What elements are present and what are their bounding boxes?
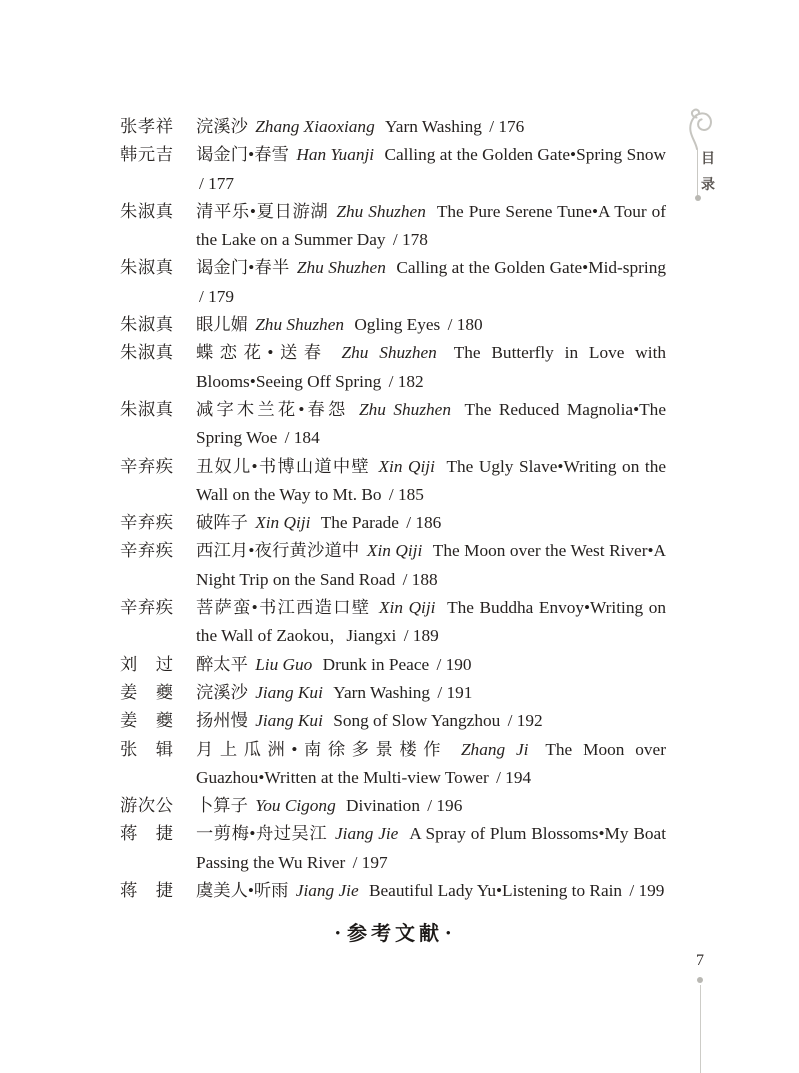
toc-entry-author: 张辑: [120, 739, 173, 759]
toc-entry-page-number: / 189: [403, 626, 439, 646]
toc-entry-title-zh: 蝶恋花•送春: [196, 343, 328, 363]
toc-entry-title-zh: 一剪梅•舟过吴江: [196, 824, 328, 844]
toc-entry-content: [196, 792, 666, 820]
toc-entry-title-zh: 菩萨蛮•书江西造口壁: [196, 598, 371, 618]
toc-entry: [120, 453, 666, 510]
sidebar-vertical-rule: [697, 149, 698, 196]
toc-entry-author-pinyin: Zhu Shuzhen: [341, 343, 437, 363]
toc-entry-page-number: / 180: [447, 315, 483, 335]
toc-entry-author: 辛弃疾: [120, 541, 173, 561]
toc-entry-content: [196, 679, 666, 707]
toc-entry: [120, 113, 666, 141]
toc-entry-title-zh: 浣溪沙: [196, 117, 248, 136]
toc-entry: [120, 396, 666, 453]
toc-entry-content: [196, 254, 666, 311]
toc-entry-author: 朱淑真: [120, 258, 173, 278]
toc-entry-title-zh: 醉太平: [196, 654, 248, 674]
toc-entry: [120, 339, 666, 396]
toc-entry-page-number: / 178: [392, 230, 428, 250]
toc-entry: [120, 736, 666, 793]
toc-entry-title-en: The Pure Serene Tune•A Tour of the Lake on a Summer Day: [196, 201, 666, 250]
toc-entry-title-zh: 虞美人•听雨: [196, 881, 289, 901]
toc-entry-author-pinyin: Zhang Xiaoxiang: [255, 117, 375, 136]
toc-entry: [120, 820, 666, 877]
toc-entry-title-zh: 浣溪沙: [196, 682, 248, 702]
toc-entry-page-number: / 194: [496, 767, 532, 787]
toc-entry-title-zh: 破阵子: [196, 513, 248, 533]
toc-entry-author-pinyin: Xin Qiji: [378, 598, 436, 618]
toc-entry: [120, 537, 666, 594]
toc-entry: [120, 254, 666, 311]
toc-entry-author: 朱淑真: [120, 315, 173, 335]
toc-entry-content: [196, 537, 666, 594]
toc-entry-author-pinyin: Zhu Shuzhen: [296, 258, 386, 278]
toc-entry-author: 朱淑真: [120, 399, 173, 419]
toc-entry-content: [196, 651, 666, 679]
toc-entry-content: [196, 453, 666, 510]
toc-entry-page-number: / 199: [629, 881, 665, 901]
toc-entry-page-number: / 184: [284, 428, 320, 448]
toc-entry-author: 姜夔: [120, 711, 173, 731]
toc-entry-author: 朱淑真: [120, 343, 173, 363]
toc-entry-author-pinyin: Jiang Jie: [295, 881, 359, 901]
toc-entry-author: 蒋捷: [120, 881, 173, 901]
toc-entry-content: [196, 820, 666, 877]
toc-entry-title-zh: 月上瓜洲•南徐多景楼作: [196, 739, 448, 759]
toc-entry-title-zh: 减字木兰花•春怨: [196, 399, 349, 419]
toc-entry-title-zh: 丑奴儿•书博山道中壁: [196, 456, 370, 476]
toc-entry-title-en: Yarn Washing: [385, 117, 482, 136]
toc-entry-author-pinyin: Jiang Kui: [255, 682, 323, 702]
sidebar-contents-char-2: 录: [701, 178, 715, 193]
toc-entry-page-number: / 196: [427, 796, 463, 816]
toc-entry-author-pinyin: Jiang Kui: [255, 711, 323, 731]
folio-vertical-rule: [700, 985, 701, 1073]
sidebar-contents-char-1: 目: [701, 152, 715, 167]
toc-entry-title-en: Drunk in Peace: [322, 654, 430, 674]
toc-entry: [120, 651, 666, 679]
heading-right-dot-icon: •: [446, 925, 451, 941]
toc-entry-page-number: / 177: [199, 173, 235, 193]
toc-entry-title-zh: 西江月•夜行黄沙道中: [196, 541, 360, 561]
toc-entry: [120, 311, 666, 339]
toc-entry-title-zh: 清平乐•夏日游湖: [196, 201, 329, 221]
toc-entry-content: [196, 707, 666, 735]
toc-entry-content: [196, 877, 666, 905]
sidebar-contents-label: [701, 152, 715, 193]
toc-entry-author-pinyin: You Cigong: [255, 796, 336, 816]
toc-entry: [120, 198, 666, 255]
toc-entry-page-number: / 190: [436, 654, 472, 674]
toc-entry-author-pinyin: Zhu Shuzhen: [336, 201, 426, 221]
toc-entry-author: 辛弃疾: [120, 513, 173, 533]
toc-entry-content: [196, 509, 666, 537]
toc-entry-content: [196, 113, 666, 141]
toc-entry-author-pinyin: Liu Guo: [255, 654, 313, 674]
folio-rule-dot: [697, 977, 703, 983]
toc-entry-page-number: / 188: [402, 569, 438, 589]
toc-entry-title-en: Song of Slow Yangzhou: [333, 711, 501, 731]
toc-entry: [120, 679, 666, 707]
toc-entry-content: [196, 594, 666, 651]
toc-entry-content: [196, 141, 666, 198]
toc-entry-title-en: Yarn Washing: [333, 682, 431, 702]
toc-entry-author-pinyin: Han Yuanji: [296, 145, 375, 165]
toc-entry-author-pinyin: Zhang Ji: [460, 739, 529, 759]
toc-entry-author: 韩元吉: [120, 145, 173, 165]
toc-entry-title-zh: 卜算子: [196, 796, 248, 816]
toc-entry-author-pinyin: Xin Qiji: [366, 541, 423, 561]
toc-entry-author-pinyin: Jiang Jie: [334, 824, 399, 844]
folio-page-number: 7: [696, 952, 704, 969]
toc-entry-title-zh: 谒金门•春雪: [196, 145, 289, 165]
toc-entry: [120, 594, 666, 651]
toc-entry-title-en: The Buddha Envoy•Writing on the Wall of Zaokou，Jiangxi: [196, 598, 666, 646]
toc-entry-author-pinyin: Xin Qiji: [255, 513, 311, 533]
toc-entry-title-en: The Ugly Slave•Writing on the Wall on the Way to Mt. Bo: [196, 456, 667, 504]
sidebar-rule-end-dot: [695, 195, 701, 201]
toc-entry-author: 蒋捷: [120, 824, 173, 844]
toc-entry: [120, 792, 666, 820]
toc-entry-title-en: The Parade: [320, 513, 399, 533]
references-heading-text: 参考文献: [347, 923, 443, 946]
toc-entry-page-number: / 176: [489, 117, 525, 136]
toc-entry-title-zh: 眼儿媚: [196, 315, 248, 335]
heading-left-dot-icon: •: [335, 925, 340, 941]
toc-entry-page-number: / 179: [199, 286, 235, 306]
toc-entry-content: [196, 339, 666, 396]
toc-entry-page-number: / 191: [437, 682, 473, 702]
toc-entry-title-en: Divination: [346, 796, 420, 816]
toc-entry-title-en: The Butterfly in Love with Blooms•Seeing Off Spring: [196, 343, 667, 391]
toc-entry-author: 朱淑真: [120, 201, 173, 221]
toc-entry-author: 刘过: [120, 654, 173, 674]
toc-entry-author: 张孝祥: [120, 117, 173, 136]
toc-entry-content: [196, 198, 666, 255]
toc-entry-title-en: A Spray of Plum Blossoms•My Boat Passing the Wu River: [196, 824, 667, 872]
toc-entry-title-en: Calling at the Golden Gate•Mid-spring: [396, 258, 667, 278]
toc-list: [120, 113, 666, 948]
toc-entry-author-pinyin: Zhu Shuzhen: [359, 399, 451, 419]
references-heading: [120, 919, 666, 948]
toc-entry: [120, 707, 666, 735]
toc-entry-title-zh: 谒金门•春半: [196, 258, 290, 278]
cloud-scroll-ornament-icon: [683, 103, 713, 151]
toc-entry-author-pinyin: Xin Qiji: [378, 456, 435, 476]
toc-entry-title-en: The Moon over the West River•A Night Trip on the Sand Road: [196, 541, 666, 589]
toc-entry-author: 姜夔: [120, 682, 173, 702]
toc-entry-page-number: / 186: [406, 513, 442, 533]
toc-entry-title-en: Ogling Eyes: [354, 315, 441, 335]
toc-entry-author: 辛弃疾: [120, 598, 173, 618]
toc-entry-page-number: / 185: [388, 484, 424, 504]
toc-entry-content: [196, 311, 666, 339]
toc-entry-page-number: / 197: [352, 852, 388, 872]
toc-entry-author: 辛弃疾: [120, 456, 173, 476]
toc-entry: [120, 509, 666, 537]
toc-entry-content: [196, 736, 666, 793]
toc-entry-page-number: / 182: [388, 371, 424, 391]
toc-entry-author: 游次公: [120, 796, 173, 816]
toc-entry-title-en: The Moon over Guazhou•Written at the Multi-view Tower: [196, 739, 666, 787]
toc-entry-author-pinyin: Zhu Shuzhen: [255, 315, 344, 335]
toc-entry-content: [196, 396, 666, 453]
toc-entry-title-en: Beautiful Lady Yu•Listening to Rain: [368, 881, 623, 901]
toc-entry-page-number: / 192: [507, 711, 543, 731]
toc-entry-title-en: The Reduced Magnolia•The Spring Woe: [196, 399, 666, 448]
toc-entry-title-en: Calling at the Golden Gate•Spring Snow: [384, 145, 666, 165]
toc-entry-title-zh: 扬州慢: [196, 711, 248, 731]
toc-entry: [120, 141, 666, 198]
toc-entry: [120, 877, 666, 905]
